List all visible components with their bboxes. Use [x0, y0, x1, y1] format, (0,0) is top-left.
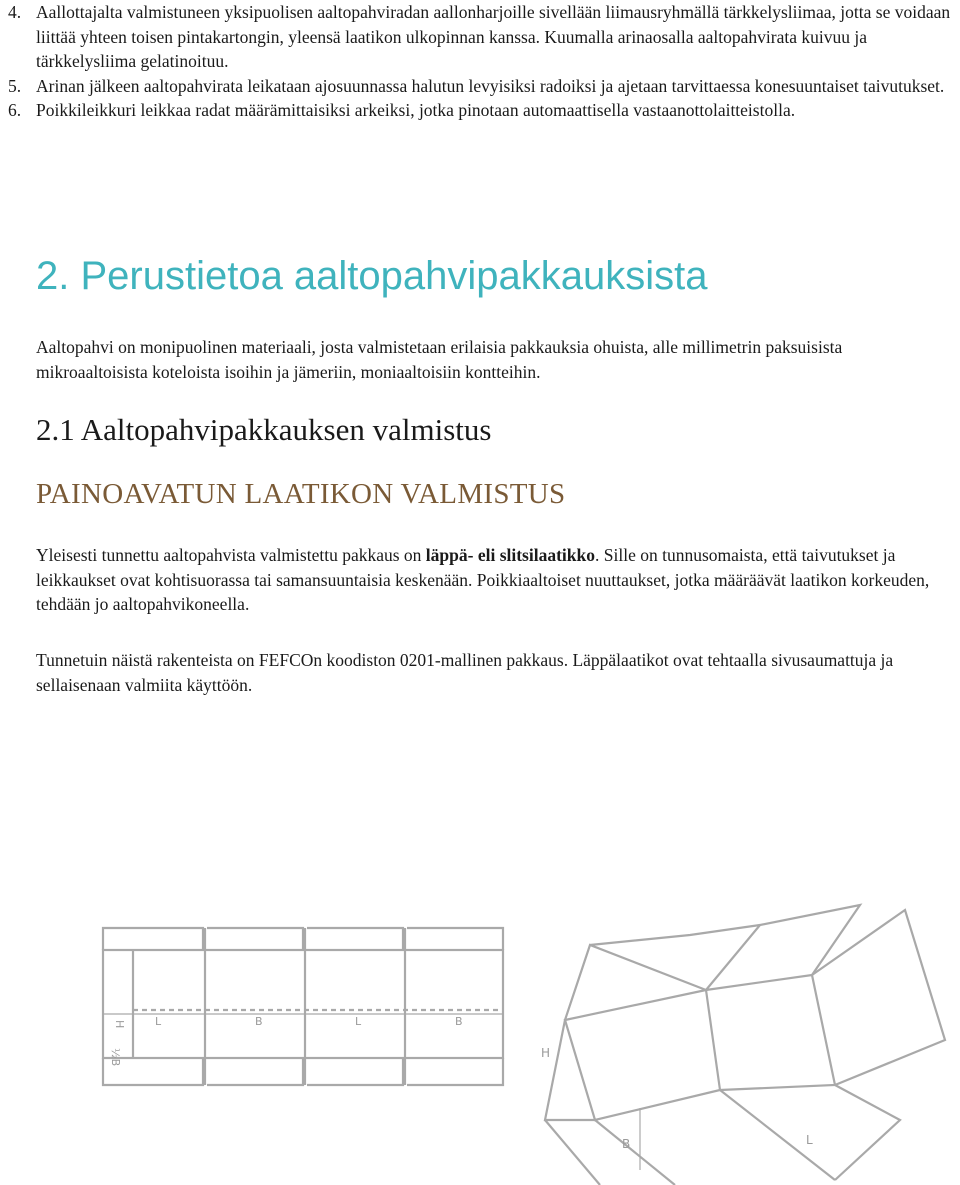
step-number: 6.	[8, 100, 22, 120]
box-label: B	[622, 1137, 631, 1151]
flat-label: L	[155, 1015, 162, 1028]
flat-label: B	[255, 1015, 263, 1028]
folded-box-diagram	[545, 905, 945, 1185]
folded-box-labels	[541, 1046, 813, 1151]
body-paragraph	[36, 543, 954, 617]
intro-paragraph: Aaltopahvi on monipuolinen materiaali, josta valmistetaan erilaisia pakkauksia ohuista, alle millimetrin paksuisista mikroaaltoisista koteloista isoihin ja jämeriin, moniaaltoisiin kontteihin.	[36, 337, 843, 382]
step-item	[8, 98, 952, 123]
box-label: H	[541, 1046, 551, 1060]
box-diagram	[0, 880, 960, 1185]
flat-label: B	[455, 1015, 463, 1028]
bold-term: läppä- eli slitsilaatikko	[425, 545, 595, 565]
body-text: . Sille on tunnusomaista, että taivutukset ja leikkaukset ovat kohtisuorassa tai samansuuntaisia keskenään. Poikkiaaltoiset nuuttaukset, jotka määräävät laatikon korkeuden, tehdään jo aaltopahvikoneella.	[36, 545, 930, 614]
step-text: Arinan jälkeen aaltopahvirata leikataan ajosuunnassa halutun levyisiksi radoiksi ja ajetaan tarvittaessa konesuuntaiset taivutukset.	[36, 75, 945, 96]
process-steps-list	[8, 0, 952, 123]
flat-label: ½B	[109, 1048, 122, 1067]
flat-label: H	[113, 1020, 126, 1029]
body-paragraph: Tunnetuin näistä rakenteista on FEFCOn koodiston 0201-mallinen pakkaus. Läppälaatikot ovat tehtaalla sivusaumattuja ja sellaisenaan valmiita käyttöön.	[36, 650, 894, 695]
flat-blank-diagram	[103, 928, 503, 1085]
step-text: Aallottajalta valmistuneen yksipuolisen aaltopahviradan aallonharjoille sivellään liimausryhmällä tärkkelysliimaa, jotta se voidaan liittää yhteen toisen pintakartongin, yleensä laatikon ulkopinnan kanssa. Kuumalla arinaosalla aaltopahvirata kuivuu ja tärkkelysliima gelatinoituu.	[36, 2, 951, 71]
section-title: PAINOAVATUN LAATIKON VALMISTUS	[36, 478, 566, 510]
step-number: 4.	[8, 2, 22, 22]
main-heading: 2. Perustietoa aaltopahvipakkauksista	[36, 254, 708, 298]
step-item	[8, 74, 952, 99]
step-text: Poikkileikkuri leikkaa radat määrämittaisiksi arkeiksi, jotka pinotaan automaattisella vastaanottolaitteistolla.	[36, 100, 796, 120]
flat-label: L	[355, 1015, 362, 1028]
body-text: Yleisesti tunnettu aaltopahvista valmistettu pakkaus on	[36, 545, 426, 565]
subsection-heading: 2.1 Aaltopahvipakkauksen valmistus	[36, 412, 492, 447]
step-item	[8, 0, 952, 74]
step-number: 5.	[8, 75, 22, 96]
box-label: L	[806, 1133, 813, 1147]
